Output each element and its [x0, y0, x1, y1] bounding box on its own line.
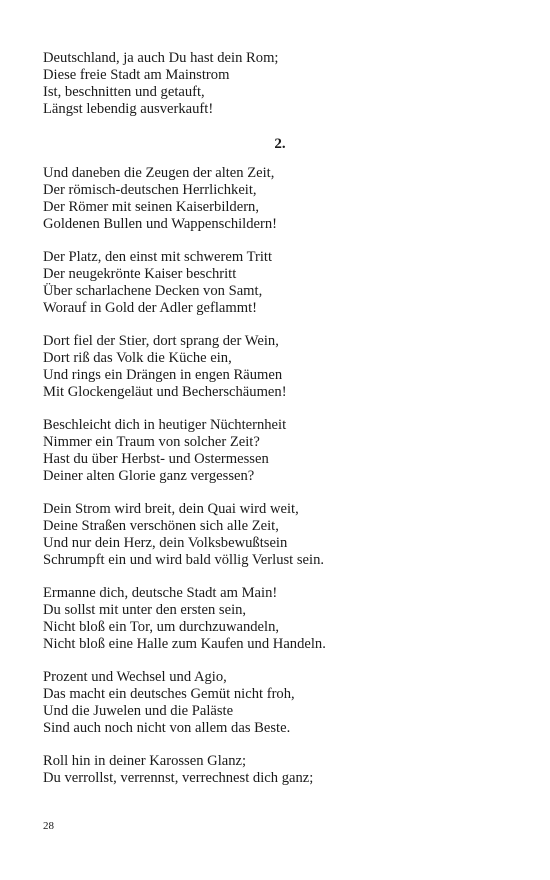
poem-line: Der römisch-deutschen Herrlichkeit,: [43, 182, 257, 198]
poem-line: Prozent und Wechsel und Agio,: [43, 669, 227, 685]
stanza-2: [43, 165, 513, 233]
poem-line: Goldenen Bullen und Wappenschildern!: [43, 216, 278, 232]
poem-line: Roll hin in deiner Karossen Glanz;: [43, 753, 247, 769]
poem-line: Nimmer ein Traum von solcher Zeit?: [43, 434, 260, 450]
poem-line: Deine Straßen verschönen sich alle Zeit,: [43, 518, 279, 534]
poem-line: Und daneben die Zeugen der alten Zeit,: [43, 165, 275, 181]
page-number: 28: [43, 820, 54, 832]
poem-line: Ist, beschnitten und getauft,: [43, 84, 205, 100]
poem-line: Nicht bloß ein Tor, um durchzuwandeln,: [43, 619, 280, 635]
poem-line: Du sollst mit unter den ersten sein,: [43, 602, 247, 618]
poem-line: Deutschland, ja auch Du hast dein Rom;: [43, 50, 279, 66]
poem-line: Ermanne dich, deutsche Stadt am Main!: [43, 585, 278, 601]
poem-line: Beschleicht dich in heutiger Nüchternheit: [43, 417, 287, 433]
stanza-3: [43, 249, 513, 317]
poem-line: Über scharlachene Decken von Samt,: [43, 283, 263, 299]
poem-line: Du verrollst, verrennst, verrechnest dich ganz;: [43, 770, 314, 786]
poem-line: Diese freie Stadt am Mainstrom: [43, 67, 230, 83]
poem-body: [43, 50, 513, 803]
stanza-9: [43, 753, 513, 787]
stanza-6: [43, 501, 513, 569]
poem-line: Sind auch noch nicht von allem das Beste.: [43, 720, 291, 736]
poem-line: Dort fiel der Stier, dort sprang der Wein,: [43, 333, 279, 349]
poem-line: Schrumpft ein und wird bald völlig Verlust sein.: [43, 552, 325, 568]
stanza-1: [43, 50, 513, 118]
stanza-4: [43, 333, 513, 401]
stanza-5: [43, 417, 513, 485]
poem-line: Worauf in Gold der Adler geflammt!: [43, 300, 258, 316]
poem-line: Mit Glockengeläut und Becherschäumen!: [43, 384, 287, 400]
poem-line: Der Römer mit seinen Kaiserbildern,: [43, 199, 260, 215]
poem-line: Deiner alten Glorie ganz vergessen?: [43, 468, 255, 484]
stanza-7: [43, 585, 513, 653]
poem-line: Dort riß das Volk die Küche ein,: [43, 350, 232, 366]
poem-line: Längst lebendig ausverkauft!: [43, 101, 214, 117]
poem-line: Nicht bloß eine Halle zum Kaufen und Handeln.: [43, 636, 326, 652]
poem-line: Dein Strom wird breit, dein Quai wird weit,: [43, 501, 299, 517]
poem-line: Der neugekrönte Kaiser beschritt: [43, 266, 237, 282]
stanza-8: [43, 669, 513, 737]
poem-line: Und die Juwelen und die Paläste: [43, 703, 234, 719]
poem-line: Und rings ein Drängen in engen Räumen: [43, 367, 283, 383]
poem-line: Hast du über Herbst- und Ostermessen: [43, 451, 269, 467]
section-number: 2.: [274, 136, 286, 152]
poem-line: Der Platz, den einst mit schwerem Tritt: [43, 249, 273, 265]
poem-line: Das macht ein deutsches Gemüt nicht froh,: [43, 686, 295, 702]
poem-line: Und nur dein Herz, dein Volksbewußtsein: [43, 535, 288, 551]
